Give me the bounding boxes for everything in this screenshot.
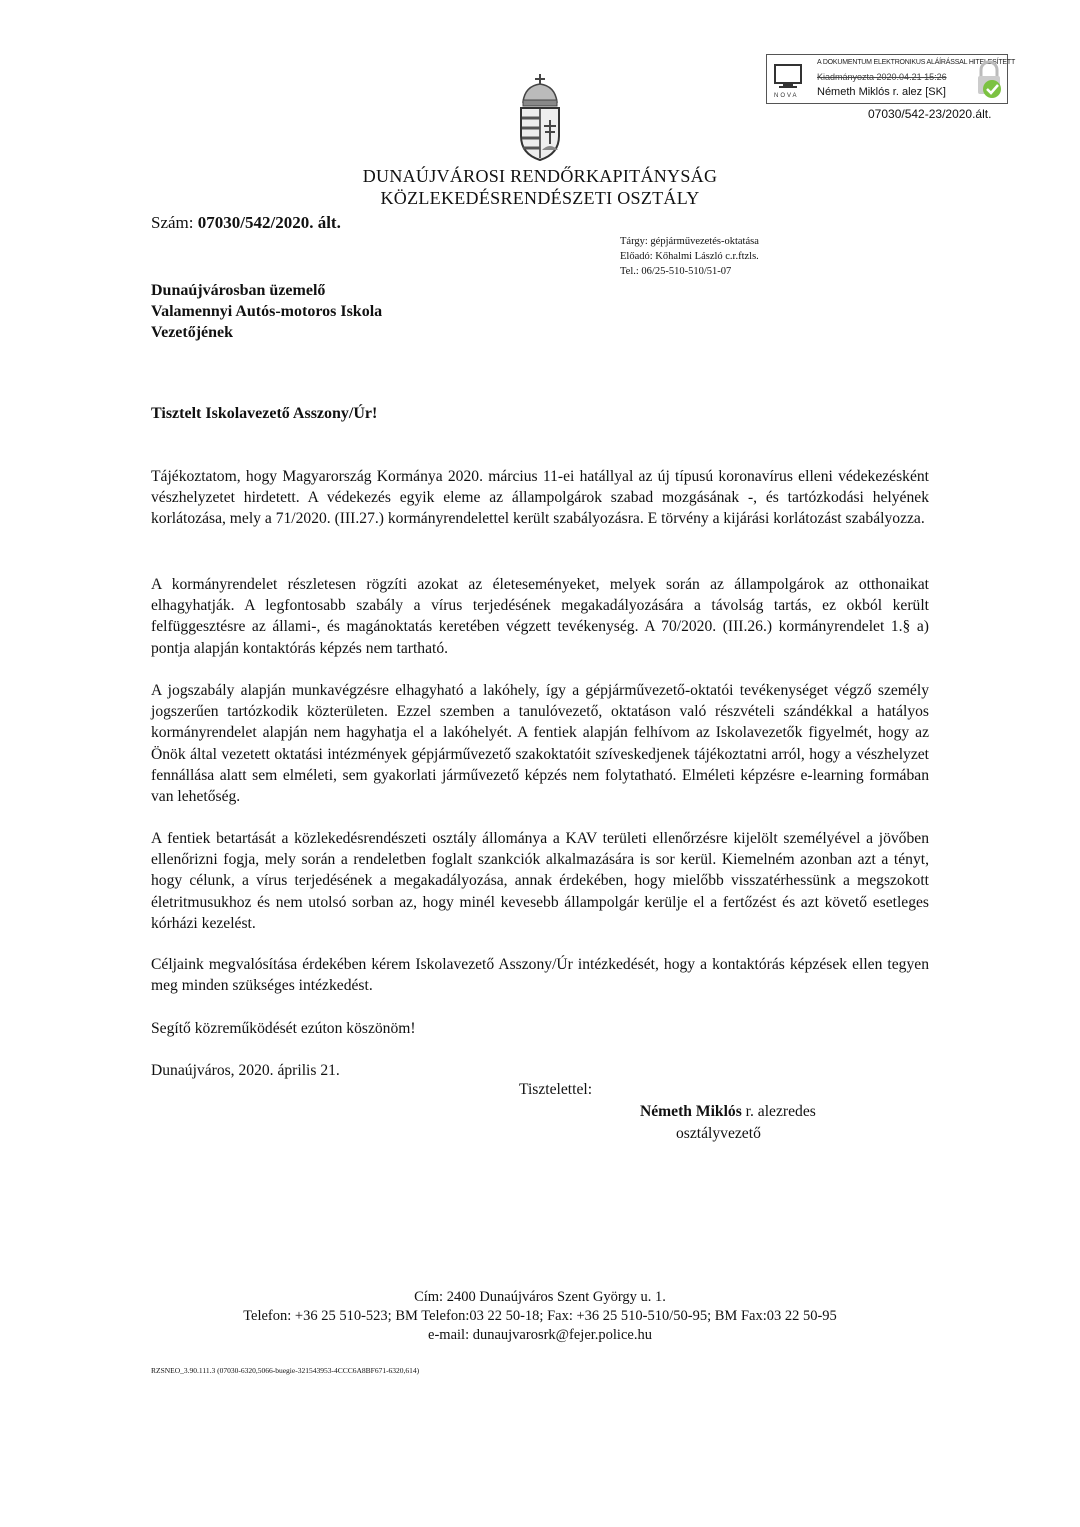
stamp-signer: Németh Miklós r. alez [SK] [817, 86, 946, 98]
organization-name: DUNAÚJVÁROSI RENDŐRKAPITÁNYSÁG [362, 166, 718, 186]
subject-line: Tárgy: gépjárművezetés-oktatása [620, 236, 759, 247]
stamp-title: A DOKUMENTUM ELEKTRONIKUS ALÁÍRÁSSAL HITELESÍTETT [817, 59, 1016, 66]
stamp-reference-number: 07030/542-23/2020.ált. [868, 107, 992, 121]
place-and-date: Dunaújváros, 2020. április 21. [151, 1062, 340, 1079]
footer-address: Cím: 2400 Dunaújváros Szent György u. 1. [414, 1289, 666, 1305]
footer-phones: Telefon: +36 25 510-523; BM Telefon:03 22 50-18; Fax: +36 25 510-510/50-95; BM Fax:03 22 50-95 [243, 1308, 837, 1324]
addressee-line-1: Dunaújvárosban üzemelő [151, 282, 326, 299]
phone-line: Tel.: 06/25-510-510/51-07 [620, 266, 732, 277]
closing-line: Tisztelettel: [519, 1081, 593, 1098]
body-paragraph-2: A kormányrendelet részletesen rögzíti azokat az életeseményeket, melyek során az állampolgárok az otthonaikat elhagyhatják. A legfontosabb szabály a vírus terjedésének megakadályozására a távolság tartás, ez okból került felfüggesztésre az állami-, és magánoktatás keretében végzett tevékenység. A 70/2020. (III.26.) kormányrendelet 1.§ a) pontja alapján kontaktórás képzés nem tartható. [151, 576, 929, 657]
document-number [151, 213, 341, 233]
addressee-line-2: Valamennyi Autós-motoros Iskola [151, 303, 383, 320]
body-paragraph-4: A fentiek betartását a közlekedésrendészeti osztály állománya a KAV területi ellenőrzésre kijelölt személyével a jövőben ellenőrizni fogja, mely során a rendeletben foglalt szankciók alkalmazására is sor kerül. Kiemelném azonban azt a tényt, hogy célunk, a vírus terjedésének a megakadályozása, annak érdekében, hogy mielőbb visszatérhessünk a megszokott életritmusukhoz és nem utolsó sorban az, hogy minél kevesebb állampolgár kerülje el a fertőzést és azt követő esetleges kórházi kezelést. [151, 830, 929, 932]
hungarian-coat-of-arms-icon [515, 74, 565, 162]
thanks-line: Segítő közreműködését ezúton köszönöm! [151, 1020, 416, 1037]
document-number-value: 07030/542/2020. ált. [197, 213, 341, 232]
nova-logo-text: NOVA [774, 93, 799, 99]
salutation: Tisztelt Iskolavezető Asszony/Úr! [151, 405, 378, 422]
presenter-line: Előadó: Kőhalmi László c.r.ftzls. [620, 251, 759, 262]
department-name: KÖZLEKEDÉSRENDÉSZETI OSZTÁLY [380, 188, 700, 208]
signer-name [640, 1103, 816, 1121]
document-id: RZSNEO_3.90.111.3 (07030-6320,5066-buegie-321543953-4CCC6A8BF671-6320,614) [151, 1366, 420, 1375]
signer-title: osztályvezető [676, 1125, 761, 1142]
body-paragraph-1: Tájékoztatom, hogy Magyarország Kormánya 2020. március 11-ei hatállyal az új típusú koronavírus elleni védekezésként vészhelyzetet hirdetett. A védekezés egyik eleme az állampolgárok szabad mozgásának -, és tartózkodási helyének korlátozása, mely a 71/2020. (III.27.) kormányrendelettel került szabályozásra. E törvény a kijárási korlátozást szabályozza. [151, 468, 929, 528]
footer-email: e-mail: dunaujvarosrk@fejer.police.hu [428, 1327, 652, 1343]
signer-name-bold: Németh Miklós [640, 1103, 742, 1120]
stamp-issued-date: Kiadmányozta 2020.04.21 15:26 [817, 72, 947, 82]
body-paragraph-5: Céljaink megvalósítása érdekében kérem Iskolavezető Asszony/Úr intézkedését, hogy a kontaktórás képzések ellen tegyen meg minden szükséges intézkedést. [151, 956, 929, 995]
nova-logo-icon [773, 61, 807, 99]
padlock-check-icon [975, 59, 1003, 101]
body-paragraph-3: A jogszabály alapján munkavégzésre elhagyható a lakóhely, így a gépjárművezető-oktatói tevékenységet végző személy jogszerűen tartózkodik közterületen. Ezzel szemben a tanulóvezető, oktatáson való részvételi szándékkal a hatályos kormányrendelet alapján nem hagyhatja el a lakóhelyét. A fentiek alapján felhívom az Iskolavezetők figyelmét, hogy az Önök által vezetett oktatási intézmények gépjárművezető szakoktatóit szíveskedjenek tájékoztatni arról, hogy a vészhelyzet fennállása alatt sem elméleti, sem gyakorlati járművezető képzés nem folytatható. Elméleti képzésre e-learning formában van lehetőség. [151, 682, 929, 806]
electronic-signature-stamp [766, 54, 1016, 104]
addressee-line-3: Vezetőjének [151, 324, 234, 341]
document-number-label: Szám: [151, 213, 198, 232]
signer-rank: r. alezredes [741, 1103, 816, 1120]
